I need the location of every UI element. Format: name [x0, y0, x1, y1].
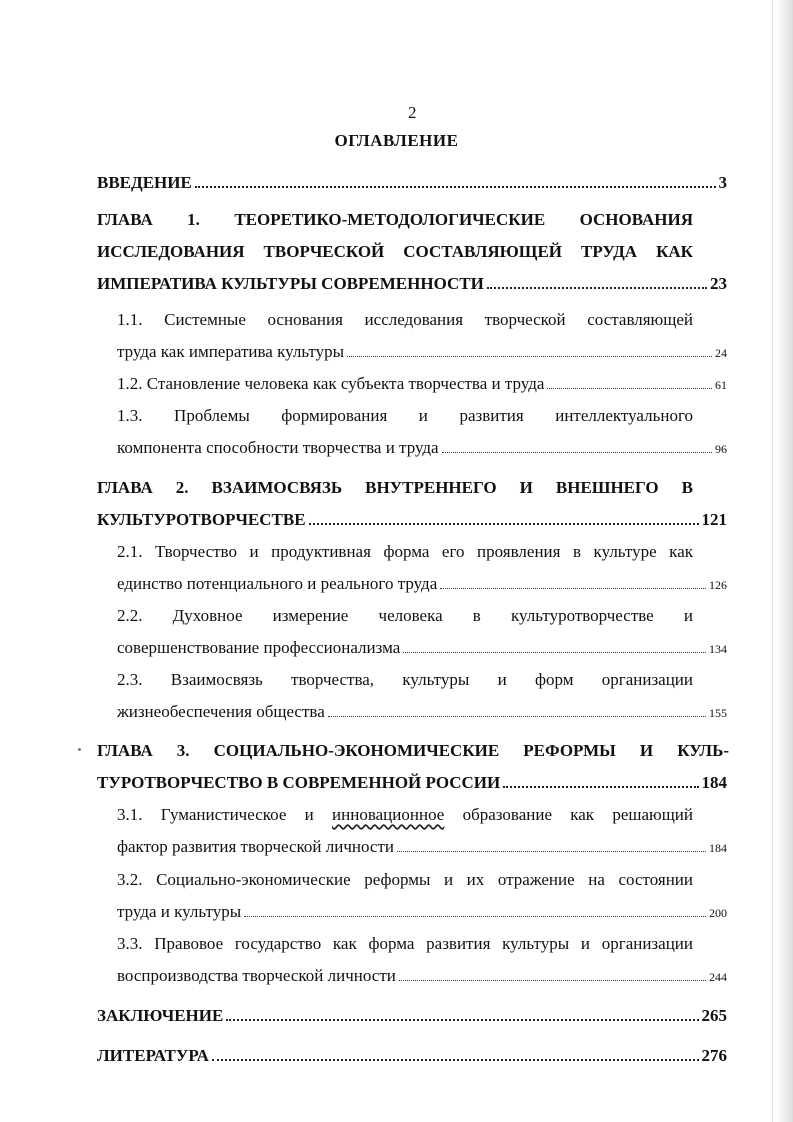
scan-speck [78, 748, 81, 751]
leader-dots [487, 287, 707, 289]
page-edge-line [772, 0, 773, 1122]
page-number: 2 [408, 103, 417, 122]
leader-dots [328, 716, 706, 717]
leader-dots [347, 356, 712, 357]
entry-page: 126 [709, 578, 727, 592]
section-3-1-line-1[interactable] [117, 805, 693, 825]
entry-page: 155 [709, 706, 727, 720]
entry-title: жизнеобеспечения общества [117, 702, 325, 721]
entry-page: 134 [709, 642, 727, 656]
section-1-2[interactable] [117, 374, 727, 394]
section-3-3-line-1[interactable]: 3.3. Правовое государство как форма развития культуры и организации [117, 934, 693, 953]
chapter-2-line-1[interactable]: ГЛАВА 2. ВЗАИМОСВЯЗЬ ВНУТРЕННЕГО И ВНЕШНЕГО В [97, 478, 693, 497]
entry-page: 24 [715, 346, 727, 360]
entry-title: труда как императива культуры [117, 342, 345, 361]
section-2-2-line-2[interactable] [117, 638, 727, 658]
entry-title: труда и культуры [117, 902, 242, 921]
section-3-3-line-2[interactable] [117, 966, 727, 986]
toc-entry-introduction[interactable] [97, 173, 727, 193]
entry-page: 184 [701, 773, 727, 792]
section-2-1-line-1[interactable]: 2.1. Творчество и продуктивная форма его проявления в культуре как [117, 542, 693, 561]
section-2-1-line-2[interactable] [117, 574, 727, 594]
section-3-1-text-a: 3.1. Гуманистическое и [117, 805, 333, 824]
chapter-3-line-2[interactable] [97, 773, 727, 793]
entry-page: 265 [701, 1006, 727, 1025]
entry-page: 121 [701, 510, 727, 529]
section-1-3-line-1[interactable]: 1.3. Проблемы формирования и развития интеллектуального [117, 406, 693, 425]
chapter-1-line-1[interactable]: ГЛАВА 1. ТЕОРЕТИКО-МЕТОДОЛОГИЧЕСКИЕ ОСНОВАНИЯ [97, 210, 693, 229]
leader-dots [244, 916, 706, 917]
leader-dots [195, 186, 716, 188]
chapter-1-line-3[interactable] [97, 274, 727, 294]
leader-dots [442, 452, 712, 453]
entry-title: фактор развития творческой личности [117, 837, 394, 856]
entry-page: 276 [701, 1046, 727, 1065]
leader-dots [503, 786, 698, 788]
toc-entry-literature[interactable] [97, 1046, 727, 1066]
entry-title: 1.2. Становление человека как субъекта творчества и труда [117, 374, 545, 393]
leader-dots [399, 980, 706, 981]
entry-title: ТУРОТВОРЧЕСТВО В СОВРЕМЕННОЙ РОССИИ [97, 773, 501, 792]
chapter-2-line-2[interactable] [97, 510, 727, 530]
section-3-2-line-1[interactable]: 3.2. Социально-экономические реформы и их отражение на состоянии [117, 870, 693, 889]
section-2-2-line-1[interactable]: 2.2. Духовное измерение человека в культуротворчестве и [117, 606, 693, 625]
entry-title: ИМПЕРАТИВА КУЛЬТУРЫ СОВРЕМЕННОСТИ [97, 274, 484, 293]
leader-dots [547, 388, 712, 389]
section-1-3-line-2[interactable] [117, 438, 727, 458]
leader-dots [397, 851, 706, 852]
section-1-1-line-2[interactable] [117, 342, 727, 362]
entry-page: 200 [709, 906, 727, 920]
entry-page: 184 [709, 841, 727, 855]
section-3-2-line-2[interactable] [117, 902, 727, 922]
section-3-1-line-2[interactable] [117, 837, 727, 857]
entry-page: 96 [715, 442, 727, 456]
entry-page: 3 [718, 173, 727, 192]
leader-dots [226, 1019, 698, 1021]
handwritten-underline-word: инновационное [332, 805, 445, 824]
entry-title: ВВЕДЕНИЕ [97, 173, 192, 192]
entry-title: единство потенциального и реального труда [117, 574, 438, 593]
entry-page: 23 [710, 274, 727, 293]
entry-title: ЛИТЕРАТУРА [97, 1046, 209, 1065]
chapter-3-line-1[interactable]: ГЛАВА 3. СОЦИАЛЬНО-ЭКОНОМИЧЕСКИЕ РЕФОРМЫ И КУЛЬ- [97, 741, 729, 760]
section-3-1-text-c: образование как решающий [444, 805, 693, 824]
chapter-1-line-2[interactable]: ИССЛЕДОВАНИЯ ТВОРЧЕСКОЙ СОСТАВЛЯЮЩЕЙ ТРУДА КАК [97, 242, 693, 261]
entry-title: совершенствование профессионализма [117, 638, 401, 657]
entry-title: КУЛЬТУРОТВОРЧЕСТВЕ [97, 510, 306, 529]
entry-title: компонента способности творчества и труда [117, 438, 439, 457]
leader-dots [212, 1059, 699, 1061]
entry-page: 61 [715, 378, 727, 392]
entry-page: 244 [709, 970, 727, 984]
toc-entry-conclusion[interactable] [97, 1006, 727, 1026]
entry-title: воспроизводства творческой личности [117, 966, 396, 985]
leader-dots [440, 588, 706, 589]
section-2-3-line-1[interactable]: 2.3. Взаимосвязь творчества, культуры и форм организации [117, 670, 693, 689]
toc-heading: ОГЛАВЛЕНИЕ [334, 131, 459, 150]
section-2-3-line-2[interactable] [117, 702, 727, 722]
leader-dots [403, 652, 706, 653]
page-edge-shadow [777, 0, 793, 1122]
leader-dots [309, 523, 699, 525]
entry-title: ЗАКЛЮЧЕНИЕ [97, 1006, 224, 1025]
section-1-1-line-1[interactable]: 1.1. Системные основания исследования творческой составляющей [117, 310, 693, 329]
